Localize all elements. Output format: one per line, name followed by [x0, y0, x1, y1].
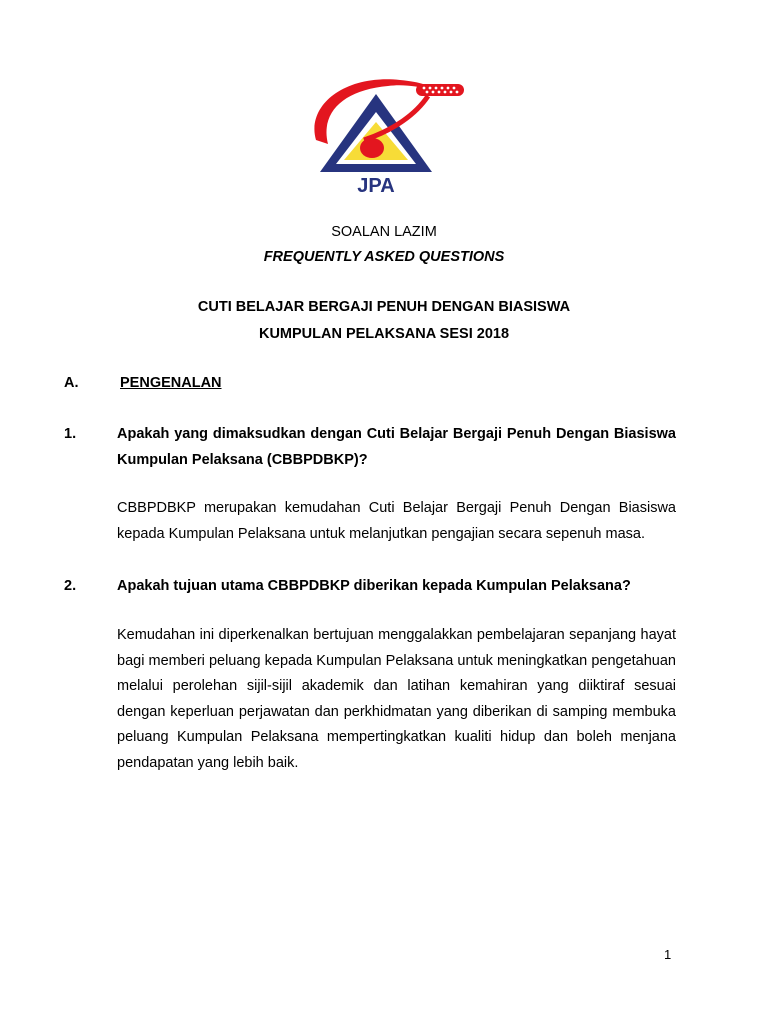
answer-2: Kemudahan ini diperkenalkan bertujuan menggalakkan pembelajaran sepanjang hayat bagi memberi peluang kepada Kumpulan Pelaksana untuk meningkatkan pengetahuan melalui perolehan sijil-sijil akademik dan latihan kemahiran yang diiktiraf sesuai dengan keperluan perjawatan dan perkhidmatan yang diberikan di samping membuka peluang Kumpulan Pelaksana mempertingkatkan kualiti hidup dan boleh menjana pendapatan yang lebih baik.	[117, 627, 676, 771]
answer-1: CBBPDBKP merupakan kemudahan Cuti Belajar Bergaji Penuh Dengan Biasiswa kepada Kumpulan Pelaksana untuk melanjutkan pengajian secara sepenuh masa.	[117, 500, 676, 542]
jpa-logo	[304, 60, 464, 200]
question-text: Apakah yang dimaksudkan dengan Cuti Belajar Bergaji Penuh Dengan Biasiswa Kumpulan Pelaksana (CBBPDBKP)?	[117, 426, 676, 468]
question-2	[64, 573, 676, 599]
title-line-2: FREQUENTLY ASKED QUESTIONS	[263, 249, 505, 265]
logo-text: JPA	[357, 175, 395, 197]
question-number: 1.	[64, 426, 77, 442]
title-line-3: CUTI BELAJAR BERGAJI PENUH DENGAN BIASISWA	[197, 299, 571, 315]
question-number: 2.	[64, 578, 77, 594]
jpa-emblem-icon	[304, 60, 464, 200]
question-text: Apakah tujuan utama CBBPDBKP diberikan kepada Kumpulan Pelaksana?	[117, 578, 631, 594]
section-heading: PENGENALAN	[120, 375, 222, 391]
page-number: 1	[664, 947, 672, 962]
question-1	[64, 421, 676, 473]
title-line-4: KUMPULAN PELAKSANA SESI 2018	[258, 326, 510, 342]
title-line-1: SOALAN LAZIM	[331, 224, 437, 240]
section-letter: A.	[64, 375, 79, 391]
